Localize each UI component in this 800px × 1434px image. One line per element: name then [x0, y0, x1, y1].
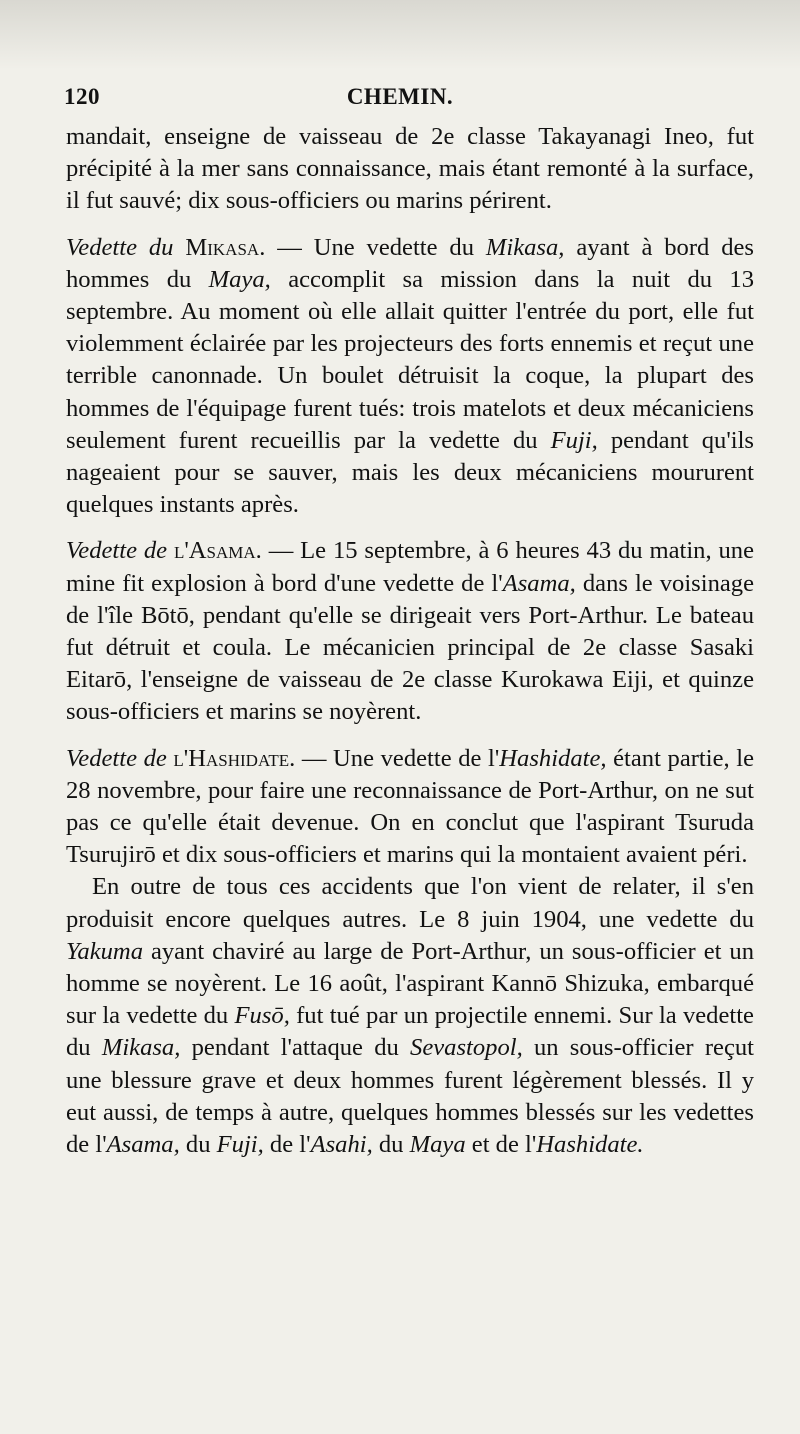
text: étant partie, le 28 novembre, pour faire une reconnaissance de Port-Arthur, on ne sut pas ce qu'elle était devenue. On en conclut que l'aspirant Tsuruda Tsurujirō et dix sous-officiers et marins qui la montaient avaient péri.	[66, 744, 755, 869]
ship-name: Asama,	[502, 569, 576, 597]
paragraph-5	[66, 871, 754, 1161]
text: pendant l'attaque du	[180, 1034, 411, 1062]
text: En outre de tous ces accidents que l'on vient de relater, il s'en produisit encore quelques autres. Le 8 juin 1904, une vedette du	[66, 873, 754, 933]
section-lead-ship: Mikasa.	[185, 233, 266, 261]
text: — Une vedette du	[265, 233, 486, 261]
running-head	[56, 84, 744, 118]
text: du	[179, 1131, 217, 1159]
ship-name: Sevastopol,	[410, 1034, 523, 1062]
section-lead: Vedette du	[66, 233, 174, 261]
text: accomplit sa mission dans la nuit du 13 septembre. Au moment où elle allait quitter l'entrée du port, elle fut violemment éclairée par les projecteurs des forts ennemis et reçut une terrible canonnade. Un boulet détruisit la coque, la plupart des hommes de l'équipage furent tués: trois matelots et deux mécaniciens seulement furent recueillis par la vedette du	[66, 265, 755, 454]
text: ayant à bord des hommes du	[66, 233, 754, 293]
section-lead-ship: l'Hashidate.	[173, 744, 296, 772]
text: de l'	[263, 1131, 311, 1159]
ship-name: Mikasa,	[485, 233, 565, 261]
text: — Le 15 septembre, à 6 heures 43 du matin, une mine fit explosion à bord d'une vedette de l'	[66, 537, 754, 597]
ship-name: Asahi,	[310, 1131, 373, 1159]
section-lead: Vedette de	[66, 744, 167, 772]
body-text	[66, 121, 754, 1161]
paragraph-3	[66, 535, 754, 728]
ship-name: Maya	[409, 1131, 466, 1159]
ship-name: Hashidate.	[536, 1131, 644, 1159]
paragraph-1	[66, 121, 754, 218]
text: pendant qu'ils nageaient pour se sauver, mais les deux mécaniciens moururent quelques instants après.	[66, 426, 755, 519]
paragraph-2	[66, 232, 754, 522]
text: fut tué par un projectile ennemi. Sur la vedette du	[66, 1002, 754, 1062]
text: un sous-officier reçut une blessure grave et deux hommes furent légèrement blessés. Il y eut aussi, de temps à autre, quelques hommes blessés sur les vedettes de l'	[66, 1034, 754, 1159]
section-lead-ship: l'Asama.	[173, 537, 262, 565]
ship-name: Hashidate,	[499, 744, 607, 772]
text: ayant chaviré au large de Port-Arthur, un sous-officier et un homme se noyèrent. Le 16 août, l'aspirant Kannō Shizuka, embarqué sur la vedette du	[66, 937, 754, 1030]
ship-name: Asama,	[106, 1131, 180, 1159]
ship-name: Fuji,	[216, 1131, 264, 1159]
page-number: 120	[64, 84, 100, 109]
ship-name: Yakuma	[66, 937, 143, 965]
ship-name: Fuji,	[550, 426, 598, 454]
ship-name: Maya,	[208, 265, 271, 293]
text: mandait, enseigne de vaisseau de 2e classe Takayanagi Ineo, fut précipité à la mer sans connaissance, mais étant remonté à la surface, il fut sauvé; dix sous-officiers ou marins périrent.	[66, 123, 754, 215]
running-title: CHEMIN.	[346, 84, 454, 109]
text: — Une vedette de l'	[295, 744, 500, 772]
ship-name: Mikasa,	[101, 1034, 181, 1062]
ship-name: Fusō,	[234, 1002, 290, 1030]
text: dans le voisinage de l'île Bōtō, pendant qu'elle se dirigeait vers Port-Arthur. Le bateau fut détruit et coula. Le mécanicien principal de 2e classe Sasaki Eitarō, l'enseigne de vaisseau de 2e classe Kurokawa Eiji, et quinze sous-officiers et marins se noyèrent.	[66, 569, 755, 726]
paragraph-4	[66, 743, 754, 872]
text: du	[372, 1131, 410, 1159]
text: et de l'	[465, 1131, 537, 1159]
section-lead: Vedette de	[66, 537, 168, 565]
